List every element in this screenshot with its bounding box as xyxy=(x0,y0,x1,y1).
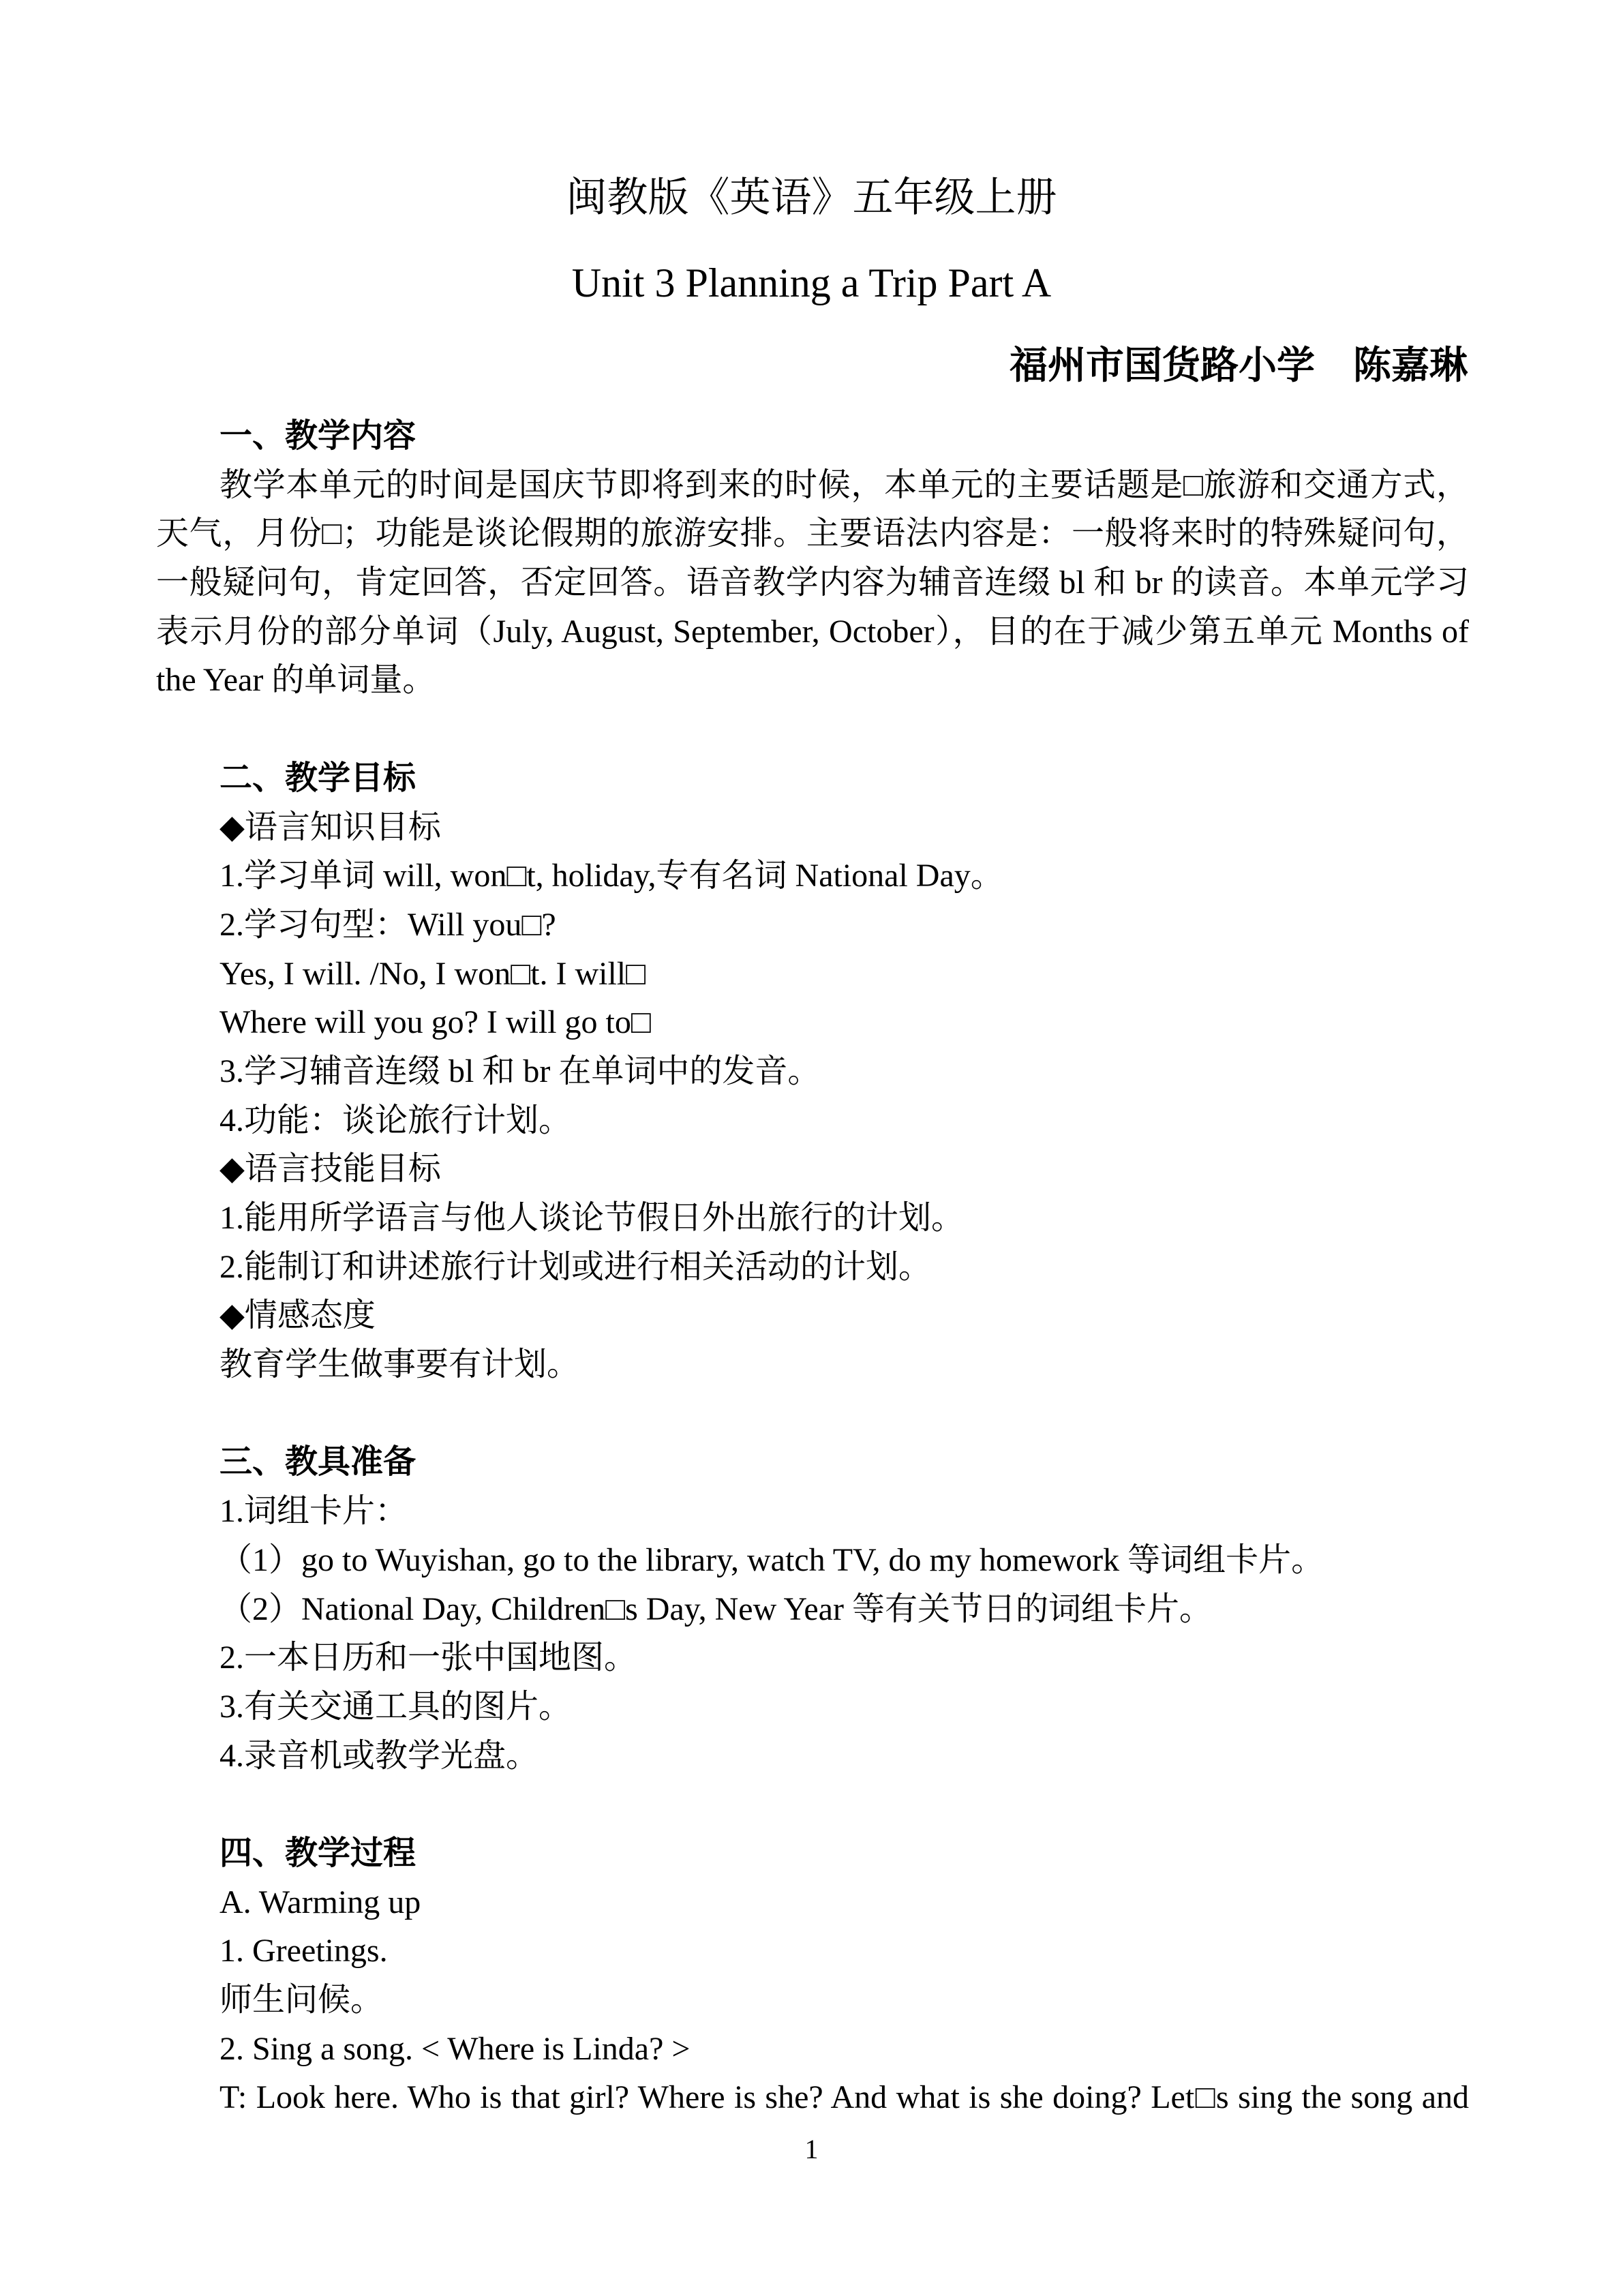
paragraph-line: 一般疑问句，肯定回答，否定回答。语音教学内容为辅音连缀 bl 和 br 的读音。本单元学习 xyxy=(156,564,1469,601)
list-item: 1.学习单词 will, won□t, holiday,专有名词 National Day。 xyxy=(219,858,1003,894)
list-item: 4.录音机或教学光盘。 xyxy=(219,1737,539,1774)
document-body xyxy=(156,412,1469,2122)
paragraph-line: 教学本单元的时间是国庆节即将到来的时候，本单元的主要话题是□旅游和交通方式， xyxy=(219,466,1469,503)
author-line: 福州市国货路小学 陈嘉琳 xyxy=(1010,345,1468,387)
unit-title: Unit 3 Planning a Trip Part A xyxy=(571,260,1052,305)
list-item: 1. Greetings. xyxy=(219,1933,388,1969)
list-item: 2.能制订和讲述旅行计划或进行相关活动的计划。 xyxy=(219,1248,932,1285)
page-number: 1 xyxy=(804,2134,819,2164)
list-item: 师生问候。 xyxy=(219,1982,384,2018)
list-item: Where will you go? I will go to□ xyxy=(219,1004,651,1041)
paragraph-line: 表示月份的部分单词（July, August, September, October），目的在于减少第五单元 Months of xyxy=(156,613,1469,650)
list-item: 3.有关交通工具的图片。 xyxy=(219,1688,572,1725)
list-item: （2）National Day, Children□s Day, New Year 等有关节日的词组卡片。 xyxy=(219,1590,1212,1627)
blank-line xyxy=(156,1389,1469,1438)
section-heading-materials: 三、教具准备 xyxy=(219,1444,416,1481)
list-item: 教育学生做事要有计划。 xyxy=(219,1346,580,1383)
list-item: Yes, I will. /No, I won□t. I will□ xyxy=(219,955,646,992)
list-item: T: Look here. Who is that girl? Where is she? And what is she doing? Let□s sing the song and xyxy=(219,2079,1469,2116)
list-item: 3.学习辅音连缀 bl 和 br 在单词中的发音。 xyxy=(219,1053,821,1089)
section-heading-objectives: 二、教学目标 xyxy=(219,759,416,796)
list-item: （1）go to Wuyishan, go to the library, watch TV, do my homework 等词组卡片。 xyxy=(219,1541,1324,1578)
list-item: 2. Sing a song. < Where is Linda? > xyxy=(219,2030,691,2067)
section-heading-process: 四、教学过程 xyxy=(219,1834,416,1871)
section-heading-content: 一、教学内容 xyxy=(219,418,416,454)
list-item: 4.功能：谈论旅行计划。 xyxy=(219,1102,572,1138)
list-item: A. Warming up xyxy=(219,1884,421,1920)
list-item: 2.学习句型：Will you□? xyxy=(219,906,556,943)
paragraph-line: the Year 的单词量。 xyxy=(156,662,436,699)
paragraph-line: 天气，月份□；功能是谈论假期的旅游安排。主要语法内容是：一般将来时的特殊疑问句， xyxy=(156,515,1469,552)
blank-line xyxy=(156,1780,1469,1829)
list-item: 1.词组卡片： xyxy=(219,1493,408,1530)
blank-line xyxy=(156,705,1469,754)
subheading-attitude: ◆情感态度 xyxy=(219,1297,376,1334)
subheading-knowledge: ◆语言知识目标 xyxy=(219,809,441,845)
list-item: 2.一本日历和一张中国地图。 xyxy=(219,1640,637,1676)
list-item: 1.能用所学语言与他人谈论节假日外出旅行的计划。 xyxy=(219,1200,965,1236)
subheading-skills: ◆语言技能目标 xyxy=(219,1151,441,1188)
document-title: 闽教版《英语》五年级上册 xyxy=(566,175,1057,220)
